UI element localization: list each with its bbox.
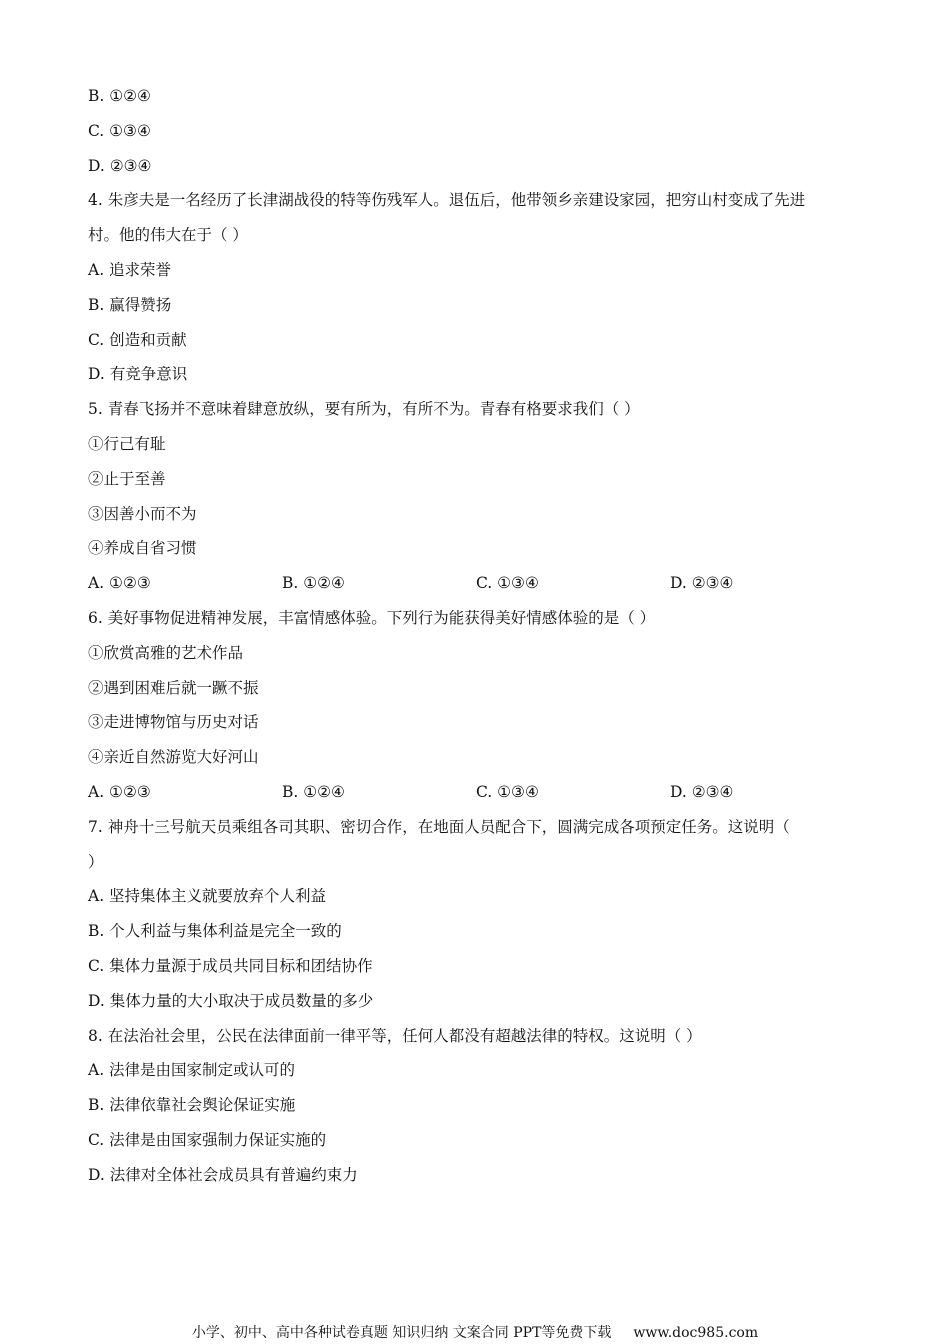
q5-item-2: ②止于至善	[88, 469, 166, 488]
q4-stem-line1: 4. 朱彦夫是一名经历了长津湖战役的特等伤残军人。退伍后，他带领乡亲建设家园，把穷山村变成了先进	[88, 191, 806, 210]
q5-item-3: ③因善小而不为	[88, 504, 197, 523]
q4-stem-line2: 村。他的伟大在于（ ）	[88, 226, 248, 245]
q7-option-a: A. 坚持集体主义就要放弃个人利益	[88, 887, 327, 906]
q6-item-2: ②遇到困难后就一蹶不振	[88, 678, 259, 697]
q5-options-row	[88, 566, 868, 601]
q6-stem: 6. 美好事物促进精神发展，丰富情感体验。下列行为能获得美好情感体验的是（ ）	[88, 608, 656, 627]
footer-text: 小学、初中、高中各种试卷真题 知识归纳 文案合同 PPT等免费下载	[191, 1325, 612, 1341]
q6-option-b: B. ①②④	[282, 782, 345, 801]
q3-option-c: C. ①③④	[88, 121, 151, 140]
q5-option-b: B. ①②④	[282, 574, 345, 593]
q5-item-1: ①行己有耻	[88, 434, 166, 453]
q6-item-3: ③走进博物馆与历史对话	[88, 713, 259, 732]
q6-item-4: ④亲近自然游览大好河山	[88, 748, 259, 767]
q8-stem: 8. 在法治社会里，公民在法律面前一律平等，任何人都没有超越法律的特权。这说明（ ）	[88, 1026, 702, 1045]
q6-option-d: D. ②③④	[670, 782, 734, 801]
footer-url[interactable]: www.doc985.com	[633, 1325, 759, 1341]
q7-stem-line2: ）	[88, 852, 104, 871]
q5-option-d: D. ②③④	[670, 574, 734, 593]
page-footer	[0, 1322, 950, 1342]
q4-option-a: A. 追求荣誉	[88, 260, 172, 279]
q4-option-d: D. 有竞争意识	[88, 365, 188, 384]
q5-option-a: A. ①②③	[88, 574, 151, 593]
q7-option-d: D. 集体力量的大小取决于成员数量的多少	[88, 991, 374, 1010]
q3-option-b: B. ①②④	[88, 87, 151, 105]
q8-option-d: D. 法律对全体社会成员具有普遍约束力	[88, 1165, 358, 1184]
q6-options-row	[88, 775, 868, 810]
q7-option-c: C. 集体力量源于成员共同目标和团结协作	[88, 956, 373, 975]
q8-option-b: B. 法律依靠社会舆论保证实施	[88, 1096, 296, 1115]
q6-option-c: C. ①③④	[476, 782, 539, 801]
q6-item-1: ①欣赏高雅的艺术作品	[88, 643, 244, 662]
q8-option-a: A. 法律是由国家制定或认可的	[88, 1061, 296, 1080]
q7-option-b: B. 个人利益与集体利益是完全一致的	[88, 922, 342, 941]
q4-option-c: C. 创造和贡献	[88, 330, 187, 349]
q5-item-4: ④养成自省习惯	[88, 539, 197, 558]
q8-option-c: C. 法律是由国家强制力保证实施的	[88, 1130, 327, 1149]
exam-content	[88, 79, 868, 1193]
q5-option-c: C. ①③④	[476, 574, 539, 593]
q3-option-d: D. ②③④	[88, 156, 152, 175]
q6-option-a: A. ①②③	[88, 782, 151, 801]
q7-stem-line1: 7. 神舟十三号航天员乘组各司其职、密切合作，在地面人员配合下，圆满完成各项预定任务。这说明（	[88, 817, 790, 836]
q5-stem: 5. 青春飞扬并不意味着肆意放纵，要有所为，有所不为。青春有格要求我们（ ）	[88, 400, 640, 419]
q4-option-b: B. 赢得赞扬	[88, 295, 172, 314]
